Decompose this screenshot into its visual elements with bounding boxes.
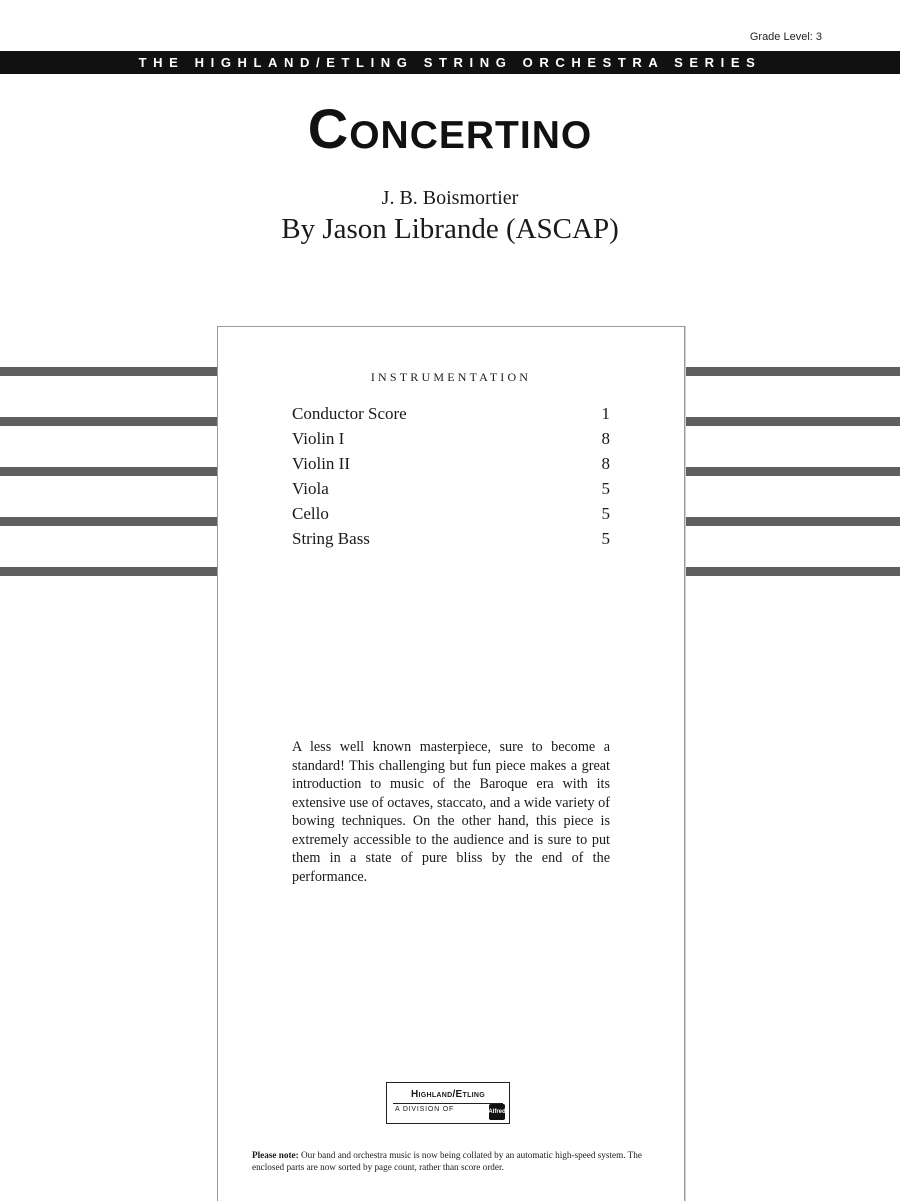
staff-line-right-5 — [684, 567, 900, 576]
instrument-name: Conductor Score — [292, 404, 407, 423]
instrument-name: Violin I — [292, 429, 345, 448]
instrument-row — [292, 426, 610, 451]
instrumentation-heading: INSTRUMENTATION — [370, 370, 532, 384]
note-text: Our band and orchestra music is now being collated by an automatic high-speed system. The enclosed parts are now sorted by page count, rather than score order. — [252, 1150, 642, 1172]
alfred-logo-icon: Alfred — [489, 1104, 505, 1120]
series-title: THE HIGHLAND/ETLING STRING ORCHESTRA SERIES — [138, 55, 762, 70]
series-banner — [0, 51, 900, 74]
piece-title: Concertino — [307, 97, 593, 160]
staff-line-right-2 — [684, 417, 900, 426]
content-panel — [217, 326, 685, 1201]
publisher-name: Highland/Etling — [410, 1089, 486, 1100]
arranger-credit: By Jason Librande (ASCAP) — [281, 213, 619, 245]
instrument-name: Viola — [292, 479, 329, 498]
instrument-name: Cello — [292, 504, 329, 523]
staff-line-left-1 — [0, 367, 217, 376]
instrument-row — [292, 501, 610, 526]
staff-line-right-3 — [684, 467, 900, 476]
publisher-division: A DIVISION OF — [395, 1106, 455, 1113]
instrument-row — [292, 401, 610, 426]
collation-note — [252, 1149, 652, 1173]
publisher-logo — [386, 1082, 510, 1124]
piece-description: A less well known masterpiece, sure to become a standard! This challenging but fun piece makes a great introduction to music of the Baroque era with its extensive use of octaves, staccato, and a wide variety of bowing techniques. On the other hand, this piece is extremely accessible to the audience and is sure to put them in a state of pure bliss by the end of the performance. — [292, 739, 610, 885]
instrument-count: 5 — [601, 529, 610, 548]
instrument-count: 8 — [601, 454, 610, 473]
instrument-row — [292, 476, 610, 501]
composer-name: J. B. Boismortier — [381, 187, 519, 209]
instrument-count: 5 — [601, 479, 610, 498]
logo-divider — [393, 1103, 503, 1104]
grade-level: Grade Level: 3 — [749, 31, 822, 43]
instrumentation-list — [292, 401, 610, 551]
instrument-row — [292, 451, 610, 476]
staff-line-right-4 — [684, 517, 900, 526]
staff-line-right-1 — [684, 367, 900, 376]
instrument-row — [292, 526, 610, 551]
staff-line-left-2 — [0, 417, 217, 426]
instrument-count: 1 — [601, 404, 610, 423]
staff-line-left-5 — [0, 567, 217, 576]
note-label: Please note: — [252, 1150, 299, 1160]
instrument-name: String Bass — [292, 529, 370, 548]
staff-line-left-4 — [0, 517, 217, 526]
instrument-count: 8 — [601, 429, 610, 448]
instrument-name: Violin II — [292, 454, 350, 473]
staff-line-left-3 — [0, 467, 217, 476]
instrument-count: 5 — [601, 504, 610, 523]
